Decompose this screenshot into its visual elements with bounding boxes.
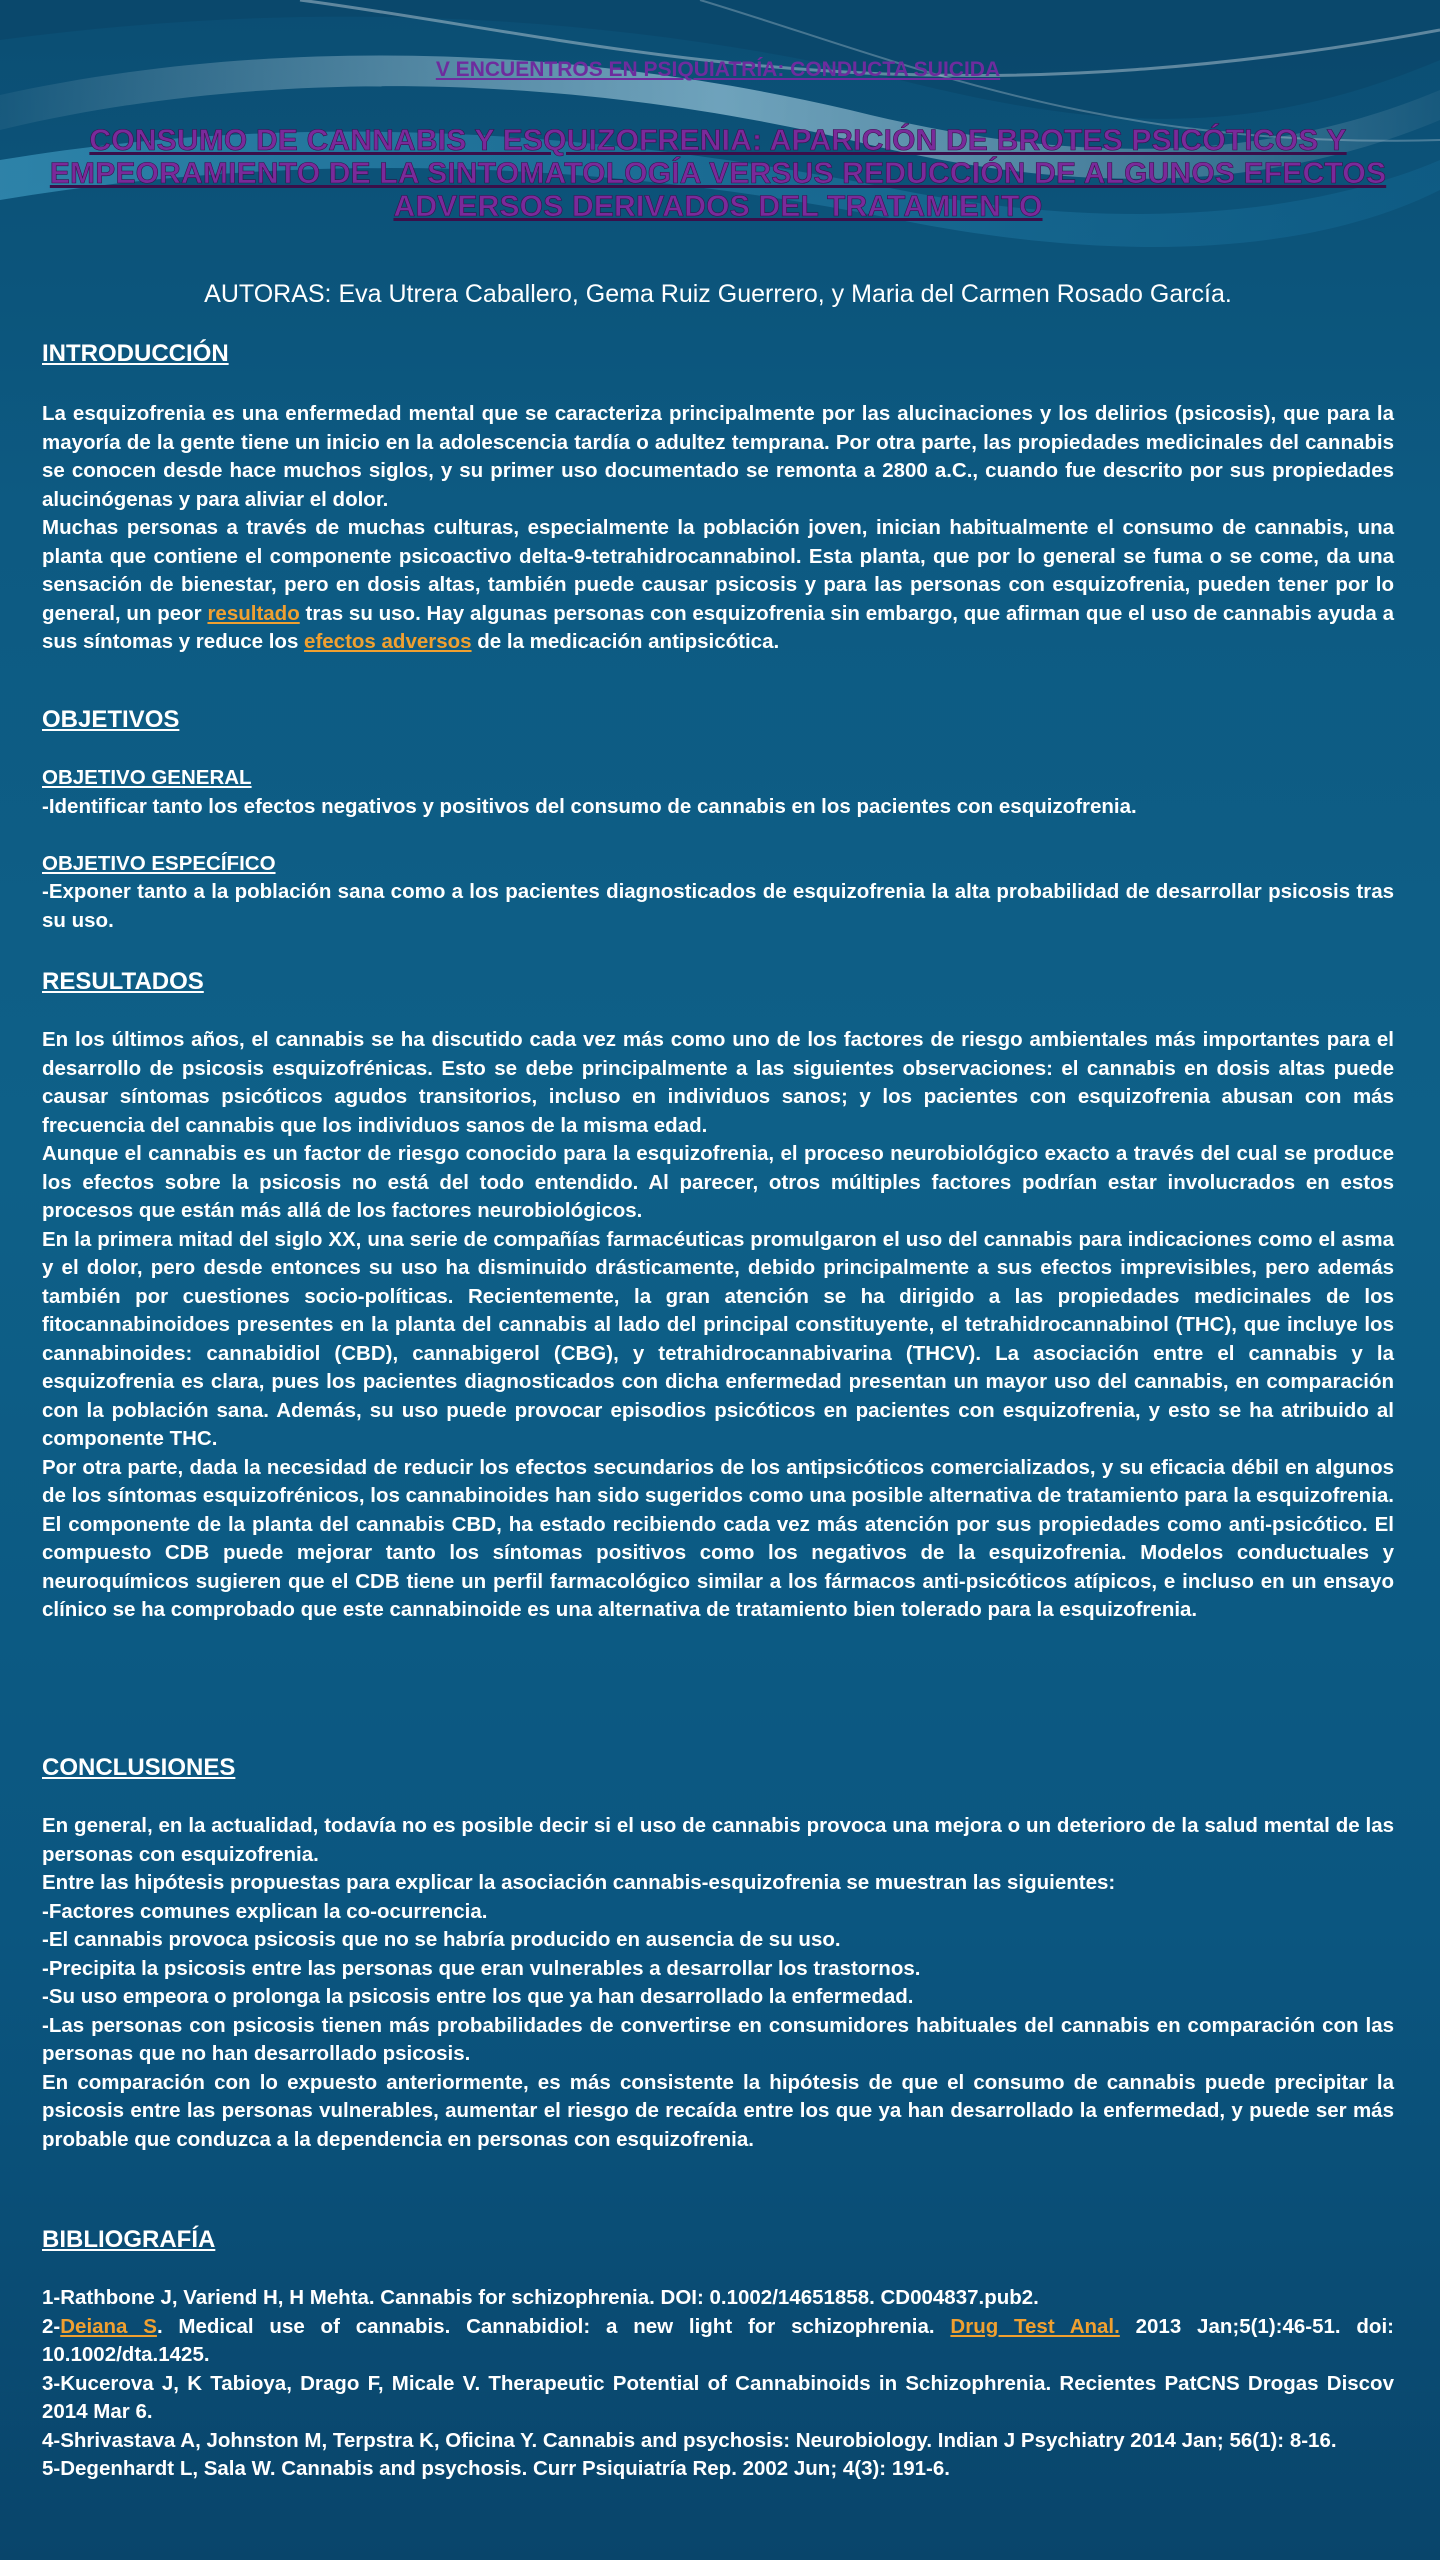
objetivo-especifico-text: -Exponer tanto a la población sana como a los pacientes diagnosticados de esquizofrenia la alta probabilidad de desarrollar psicosis tras su uso. — [42, 880, 1394, 932]
poster-title: CONSUMO DE CANNABIS Y ESQUIZOFRENIA: APARICIÓN DE BROTES PSICÓTICOS Y EMPEORAMIENTO DE LA SINTOMATOLOGÍA VERSUS REDUCCIÓN DE ALGUNOS EFECTOS ADVERSOS DERIVADOS DEL TRATAMIENTO — [49, 124, 1387, 223]
conclusiones-list-item: -Las personas con psicosis tienen más probabilidades de convertirse en consumidores habituales del cannabis en comparación con las personas que no han desarrollado psicosis. — [42, 2013, 1394, 2065]
resultados-body — [42, 1026, 1394, 1625]
reference-4: 4-Shrivastava A, Johnston M, Terpstra K, Oficina Y. Cannabis and psychosis: Neurobiology. Indian J Psychiatry 2014 Jan; 56(1): 8-16. — [42, 2428, 1337, 2452]
objetivos-body — [42, 764, 1394, 935]
conclusiones-list-item: -Su uso empeora o prolonga la psicosis entre los que ya han desarrollado la enfermedad. — [42, 1985, 914, 2008]
intro-text-a: Muchas personas a través de muchas culturas, especialmente la población joven, inician habitualmente el consumo de cannabis, una planta que contiene el componente psicoactivo delta-9-tetrahidrocannabinol. Esta planta, que por lo general se fuma o se come, da una sensación de bienestar, pero en dosis altas, también puede causar psicosis y para las personas con esquizofrenia, pueden tener por lo general, un peor — [42, 516, 1394, 625]
resultados-paragraph-3: En la primera mitad del siglo XX, una serie de compañías farmacéuticas promulgaron el uso del cannabis para indicaciones como el asma y el dolor, pero desde entonces su uso ha disminuido drásticamente, debido principalmente a sus efectos imprevisibles, pero además también por cuestiones socio-políticas. Recientemente, la gran atención se ha dirigido a las propiedades medicinales de los fitocannabinoidoes presentes en la planta del cannabis al lado del principal constituyente, el tetrahidrocannabinol (THC), que incluye los cannabinoides: cannabidiol (CBD), cannabigerol (CBG), y tetrahidrocannabivarina (THCV). La asociación entre el cannabis y la esquizofrenia es clara, pues los pacientes diagnosticados con dicha enfermedad presentan un mayor uso del cannabis, en comparación con la población sana. Además, su uso puede provocar episodios psicóticos en pacientes con esquizofrenia, y esto se ha atribuido al componente THC. — [42, 1227, 1394, 1450]
conclusiones-paragraph-2: Entre las hipótesis propuestas para explicar la asociación cannabis-esquizofrenia se muestran las siguientes: — [42, 1871, 1116, 1894]
objetivo-general-heading: OBJETIVO GENERAL — [42, 766, 252, 789]
link-drug-test-anal[interactable]: Drug Test Anal. — [950, 2314, 1120, 2338]
introduccion-paragraph-2 — [42, 514, 1394, 657]
reference-1: 1-Rathbone J, Variend H, H Mehta. Cannabis for schizophrenia. DOI: 0.1002/14651858. CD004837.pub2. — [42, 2286, 1039, 2309]
conclusiones-paragraph-3: En comparación con lo expuesto anteriormente, es más consistente la hipótesis de que el consumo de cannabis puede precipitar la psicosis entre las personas vulnerables, aumentar el riesgo de recaída entre los que ya han desarrollado la enfermedad, y puede ser más probable que conduzca a la dependencia en personas con esquizofrenia. — [42, 2070, 1394, 2151]
event-title: V ENCUENTROS EN PSIQUIATRÍA: CONDUCTA SUICIDA — [435, 58, 1001, 81]
ref2-prefix: 2- — [42, 2314, 61, 2338]
ref2-suffix: 2013 Jan;5(1):46-51. doi: 10.1002/dta.1425. — [42, 2314, 1394, 2366]
heading-objetivos: OBJETIVOS — [42, 706, 180, 733]
spacer — [42, 821, 1394, 850]
reference-2 — [42, 2313, 1394, 2370]
conclusiones-list-item: -Factores comunes explican la co-ocurrencia. — [42, 1899, 488, 1923]
authors: AUTORAS: Eva Utrera Caballero, Gema Ruiz Guerrero, y Maria del Carmen Rosado García. — [204, 280, 1232, 308]
conclusiones-paragraph-1: En general, en la actualidad, todavía no es posible decir si el uso de cannabis provoca una mejora o un deterioro de la salud mental de las personas con esquizofrenia. — [42, 1814, 1394, 1866]
reference-5: 5-Degenhardt L, Sala W. Cannabis and psychosis. Curr Psiquiatría Rep. 2002 Jun; 4(3): 191-6. — [42, 2457, 950, 2480]
conclusiones-body — [42, 1812, 1394, 2154]
intro-text-c: de la medicación antipsicótica. — [471, 630, 780, 653]
resultados-paragraph-2: Aunque el cannabis es un factor de riesgo conocido para la esquizofrenia, el proceso neurobiológico exacto a través del cual se produce los efectos sobre la psicosis no está del todo entendido. Al parecer, otros múltiples factores podrían estar involucrados en estos procesos que están más allá de los factores neurobiológicos. — [42, 1142, 1394, 1222]
introduccion-paragraph-1: La esquizofrenia es una enfermedad mental que se caracteriza principalmente por las alucinaciones y los delirios (psicosis), que para la mayoría de la gente tiene un inicio en la adolescencia tardía o adultez temprana. Por otra parte, las propiedades medicinales del cannabis se conocen desde hace muchos siglos, y su primer uso documentado se remonta a 2800 a.C., cuando fue descrito por sus propiedades alucinógenas y para aliviar el dolor. — [42, 402, 1394, 511]
resultados-paragraph-4: Por otra parte, dada la necesidad de reducir los efectos secundarios de los antipsicóticos comercializados, y su eficacia débil en algunos de los síntomas esquizofrénicos, los cannabinoides han sido sugeridos como una posible alternativa de tratamiento para la esquizofrenia. El componente de la planta del cannabis CBD, ha estado recibiendo cada vez más atención por sus propiedades como anti-psicótico. El compuesto CDB puede mejorar tanto los síntomas positivos como los negativos de la esquizofrenia. Modelos conductuales y neuroquímicos sugieren que el CDB tiene un perfil farmacológico similar a los fármacos anti-psicóticos atípicos, e incluso en un ensayo clínico se ha comprobado que este cannabinoide es una alternativa de tratamiento bien tolerado para la esquizofrenia. — [42, 1455, 1394, 1621]
bibliografia-body — [42, 2284, 1394, 2484]
link-resultado[interactable]: resultado — [207, 601, 300, 625]
objetivo-especifico-heading: OBJETIVO ESPECÍFICO — [42, 851, 276, 875]
ref2-mid: . Medical use of cannabis. Cannabidiol: a new light for schizophrenia. — [156, 2314, 951, 2338]
reference-3: 3-Kucerova J, K Tabioya, Drago F, Micale V. Therapeutic Potential of Cannabinoids in Schizophrenia. Recientes PatCNS Drogas Discov 2014 Mar 6. — [42, 2371, 1394, 2423]
resultados-paragraph-1: En los últimos años, el cannabis se ha discutido cada vez más como uno de los factores de riesgo ambientales más importantes para el desarrollo de psicosis esquizofrénicas. Esto se debe principalmente a las siguientes observaciones: el cannabis en dosis altas puede causar síntomas psicóticos agudos transitorios, incluso en individuos sanos; y los pacientes con esquizofrenia abusan con más frecuencia del cannabis que los individuos sanos de la misma edad. — [42, 1028, 1394, 1137]
heading-introduccion: INTRODUCCIÓN — [42, 340, 229, 367]
heading-conclusiones: CONCLUSIONES — [42, 1754, 236, 1781]
conclusiones-list-item: -Precipita la psicosis entre las personas que eran vulnerables a desarrollar los trastornos. — [42, 1956, 921, 1980]
intro-text-b: tras su uso. Hay algunas personas con esquizofrenia sin embargo, que afirman que el uso de cannabis ayuda a sus síntomas y reduce los — [42, 601, 1394, 653]
link-deiana[interactable]: Deiana S — [60, 2314, 157, 2338]
heading-bibliografia: BIBLIOGRAFÍA — [42, 2226, 216, 2253]
introduccion-body — [42, 400, 1394, 657]
heading-resultados: RESULTADOS — [42, 968, 204, 995]
conclusiones-list-item: -El cannabis provoca psicosis que no se habría producido en ausencia de su uso. — [42, 1928, 841, 1951]
link-efectos-adversos[interactable]: efectos adversos — [304, 630, 472, 653]
objetivo-general-text: -Identificar tanto los efectos negativos y positivos del consumo de cannabis en los pacientes con esquizofrenia. — [42, 794, 1137, 818]
